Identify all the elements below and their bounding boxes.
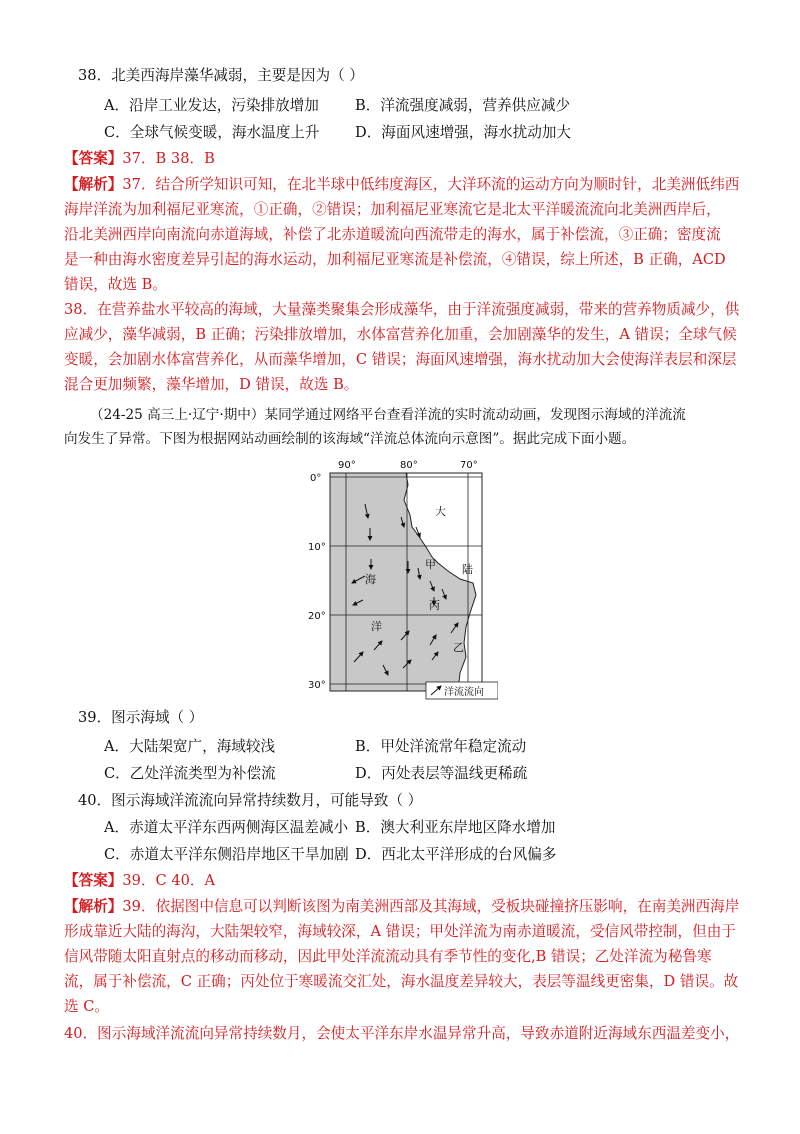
q39-stem: 39．图示海域（ ） — [78, 709, 204, 726]
answer-37-38 — [64, 149, 724, 169]
q39-option-b: B．甲处洋流常年稳定流动 — [355, 738, 527, 755]
analysis-39-line-5: 选 C。 — [64, 998, 109, 1015]
q40-option-d: D．西北太平洋形成的台风偏多 — [355, 846, 557, 863]
answer-text: 37．B 38．B — [122, 150, 215, 167]
answer-text-2: 39．C 40．A — [122, 872, 216, 889]
analysis-tag-2: 【解析】 — [64, 898, 123, 915]
lon-label-80: 80° — [400, 460, 418, 471]
label-bing: 丙 — [429, 599, 440, 612]
lat-label-10: 10° — [308, 542, 326, 553]
answer-tag: 【答案】 — [64, 150, 123, 167]
q38-option-b: B．洋流强度减弱，营养供应减少 — [355, 97, 571, 114]
q38-option-c: C．全球气候变暖，海水温度上升 — [104, 124, 320, 141]
label-hai: 海 — [365, 573, 376, 586]
legend-label: 洋流流向 — [444, 687, 484, 698]
q39-option-a: A．大陆架宽广，海域较浅 — [104, 738, 276, 755]
q39-option-c: C．乙处洋流类型为补偿流 — [104, 765, 276, 782]
q40-option-c: C．赤道太平洋东侧沿岸地区干旱加剧 — [104, 846, 349, 863]
label-lu: 陆 — [462, 563, 473, 576]
intro-line-2: 向发生了异常。下图为根据网站动画绘制的该海域“洋流总体流向示意图”。据此完成下面小题。 — [64, 431, 636, 447]
q38-stem: 38．北美西海岸藻华减弱，主要是因为（ ） — [78, 67, 364, 84]
analysis-39-line-4: 流，属于补偿流，C 正确；丙处位于寒暖流交汇处，海水温度差异较大，表层等温线更密集，D 错误。故 — [64, 973, 739, 990]
analysis-38-line-4: 混合更加频繁，藻华增加，D 错误，故选 B。 — [64, 376, 359, 393]
analysis-39-line-2: 形成靠近大陆的海沟，大陆架较窄，海域较深，A 错误；甲处洋流为南赤道暖流，受信风带控制，但由于 — [64, 923, 736, 940]
lon-label-70: 70° — [460, 460, 478, 471]
analysis-40-line-1: 40．图示海域洋流流向异常持续数月，会使太平洋东岸水温异常升高，导致赤道附近海域东西温差变小， — [64, 1025, 740, 1042]
q40-option-a: A．赤道太平洋东西两侧海区温差减小 — [104, 819, 349, 836]
analysis-38-line-2: 应减少，藻华减弱，B 正确；污染排放增加，水体富营养化加重，会加剧藻华的发生，A 错误；全球气候 — [64, 326, 737, 343]
q40-option-b: B．澳大利亚东岸地区降水增加 — [355, 819, 556, 836]
analysis-39-line-1: 【解析】39．依据图中信息可以判断该图为南美洲西部及其海域，受板块碰撞挤压影响，在南美洲西海岸 — [64, 898, 740, 915]
analysis-37-line-3: 沿北美洲西岸向南流向赤道海域，补偿了北赤道暖流向西流带走的海水，属于补偿流，③正确；密度流 — [64, 226, 721, 243]
q38-option-a: A．沿岸工业发达，污染排放增加 — [104, 97, 319, 114]
analysis-37-line-4: 是一种由海水密度差异引起的海水运动，加利福尼亚寒流是补偿流，④错误，综上所述，B 正确，ACD — [64, 251, 726, 268]
analysis-38-line-1: 38．在营养盐水平较高的海域，大量藻类聚集会形成藻华，由于洋流强度减弱，带来的营养物质减少，供 — [64, 301, 740, 318]
lon-label-90: 90° — [338, 460, 356, 471]
answer-tag-2: 【答案】 — [64, 872, 123, 889]
analysis-37-line-2: 海岸洋流为加利福尼亚寒流，①正确，②错误；加利福尼亚寒流它是北太平洋暖流流向北美洲西岸后， — [64, 201, 721, 218]
ocean-current-map — [308, 455, 498, 700]
label-jia: 甲 — [425, 558, 436, 571]
lat-label-20: 20° — [308, 611, 326, 622]
q40-stem: 40．图示海域洋流流向异常持续数月，可能导致（ ） — [78, 792, 423, 809]
label-yang: 洋 — [371, 620, 382, 633]
label-yi: 乙 — [453, 641, 464, 654]
map-svg — [308, 455, 498, 700]
analysis-38-line-3: 变暖，会加剧水体富营养化，从而藻华增加，C 错误；海面风速增强，海水扰动加大会使海洋表层和深层 — [64, 351, 737, 368]
analysis-39-line-3: 信风带随太阳直射点的移动而移动，因此甲处洋流流动具有季节性的变化,B 错误；乙处洋流为秘鲁寒 — [64, 948, 712, 965]
analysis-37-line-1: 【解析】37．结合所学知识可知，在北半球中低纬度海区，大洋环流的运动方向为顺时针，北美洲低纬西 — [64, 176, 740, 193]
q39-option-d: D．丙处表层等温线更稀疏 — [355, 765, 528, 782]
q38-option-d: D．海面风速增强，海水扰动加大 — [355, 124, 572, 141]
lat-label-30: 30° — [308, 680, 326, 691]
analysis-37-line-5: 错误，故选 B。 — [64, 276, 167, 293]
answer-39-40 — [64, 871, 724, 891]
intro-line-1: （24-25 高三上·辽宁·期中）某同学通过网络平台查看洋流的实时流动动画，发现图示海域的洋流流 — [90, 407, 686, 423]
lat-label-0: 0° — [310, 473, 322, 484]
label-da: 大 — [435, 505, 446, 518]
analysis-tag: 【解析】 — [64, 176, 123, 193]
